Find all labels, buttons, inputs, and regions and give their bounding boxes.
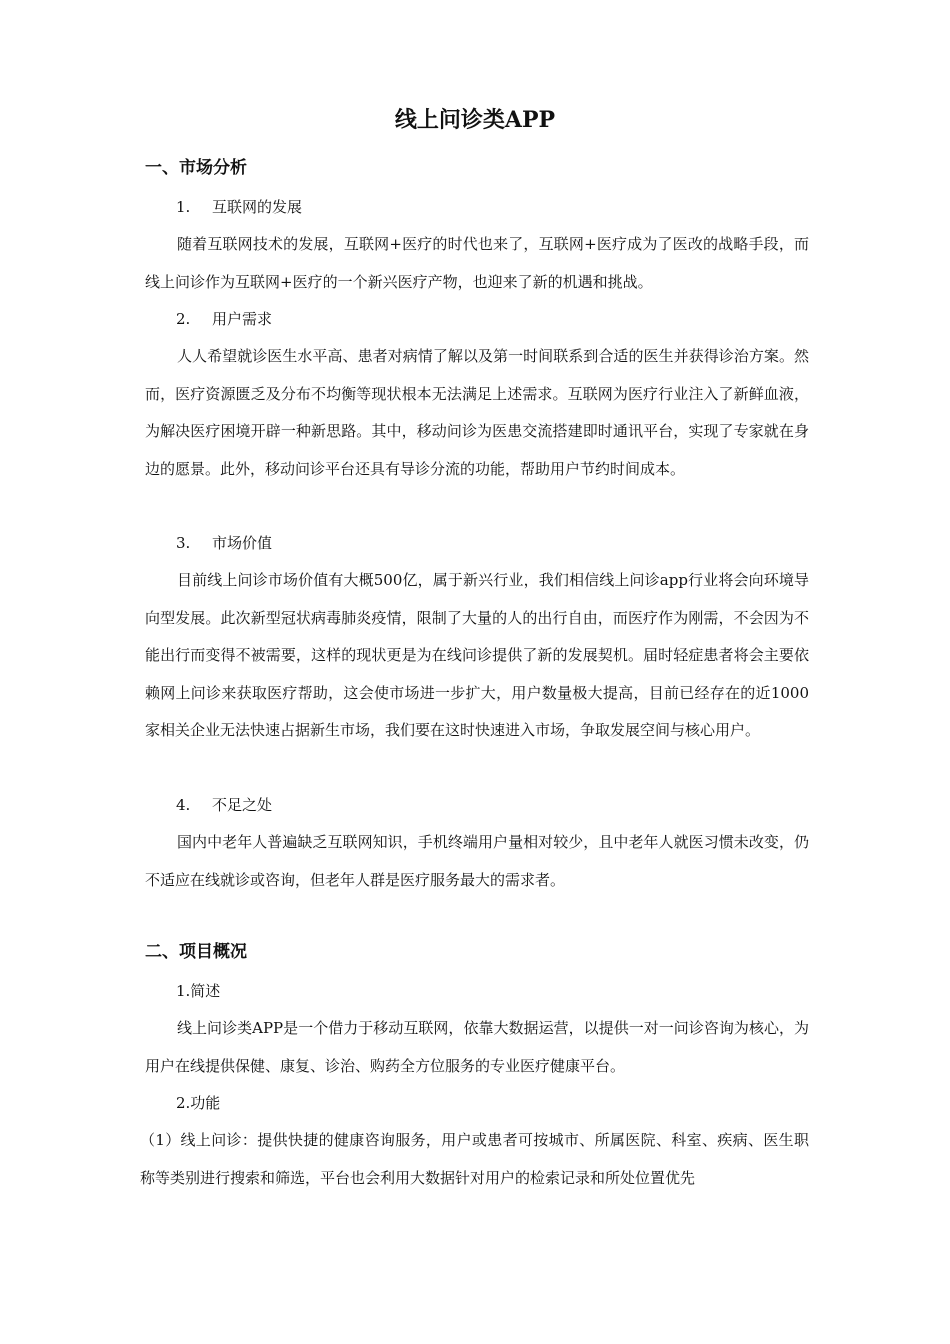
paragraph-functions: （1）线上问诊：提供快捷的健康咨询服务，用户或患者可按城市、所属医院、科室、疾病、医生职称等类别进行搜索和筛选，平台也会利用大数据针对用户的检索记录和所处位置优先 — [140, 1131, 809, 1187]
document-title: 线上问诊类APP — [394, 107, 556, 133]
paragraph-shortcomings: 国内中老年人普遍缺乏互联网知识，手机终端用户量相对较少，且中老年人就医习惯未改变，仍不适应在线就诊或咨询，但老年人群是医疗服务最大的需求者。 — [145, 833, 809, 889]
paragraph-market-value: 目前线上问诊市场价值有大概500亿，属于新兴行业，我们相信线上问诊app行业将会向环境导向型发展。此次新型冠状病毒肺炎疫情，限制了大量的人的出行自由，而医疗作为刚需，不会因为不能出行而变得不被需要，这样的现状更是为在线问诊提供了新的发展契机。届时轻症患者将会主要依赖网上问诊来获取医疗帮助，这会使市场进一步扩大，用户数量极大提高，目前已经存在的近1000家相关企业无法快速占据新生市场，我们要在这时快速进入市场，争取发展空间与核心用户。 — [145, 571, 809, 739]
subheading-label: 互联网的发展 — [212, 198, 303, 216]
subheading-internet-development — [176, 196, 302, 218]
subheading-number: 2. — [176, 310, 191, 328]
section-heading-market-analysis: 一、市场分析 — [145, 158, 247, 178]
section-heading-project-overview: 二、项目概况 — [145, 942, 247, 962]
paragraph-summary: 线上问诊类APP是一个借力于移动互联网，依靠大数据运营，以提供一对一问诊咨询为核心，为用户在线提供保健、康复、诊治、购药全方位服务的专业医疗健康平台。 — [145, 1019, 809, 1075]
subheading-label: 不足之处 — [212, 796, 273, 814]
subheading-market-value — [176, 532, 272, 554]
paragraph-user-needs: 人人希望就诊医生水平高、患者对病情了解以及第一时间联系到合适的医生并获得诊治方案。然而，医疗资源匮乏及分布不均衡等现状根本无法满足上述需求。互联网为医疗行业注入了新鲜血液，为解决医疗困境开辟一种新思路。其中，移动问诊为医患交流搭建即时通讯平台，实现了专家就在身边的愿景。此外，移动问诊平台还具有导诊分流的功能，帮助用户节约时间成本。 — [145, 347, 809, 478]
subheading-label: 市场价值 — [212, 534, 273, 552]
subheading-label: 用户需求 — [212, 310, 273, 328]
subheading-functions: 2.功能 — [176, 1094, 221, 1112]
paragraph-internet-development: 随着互联网技术的发展，互联网+医疗的时代也来了，互联网+医疗成为了医改的战略手段，而线上问诊作为互联网+医疗的一个新兴医疗产物，也迎来了新的机遇和挑战。 — [145, 235, 809, 291]
subheading-user-needs — [176, 308, 272, 330]
subheading-summary: 1.简述 — [176, 982, 221, 1000]
subheading-number: 4. — [176, 796, 191, 814]
subheading-number: 3. — [176, 534, 191, 552]
subheading-shortcomings — [176, 794, 272, 816]
subheading-number: 1. — [176, 198, 191, 216]
